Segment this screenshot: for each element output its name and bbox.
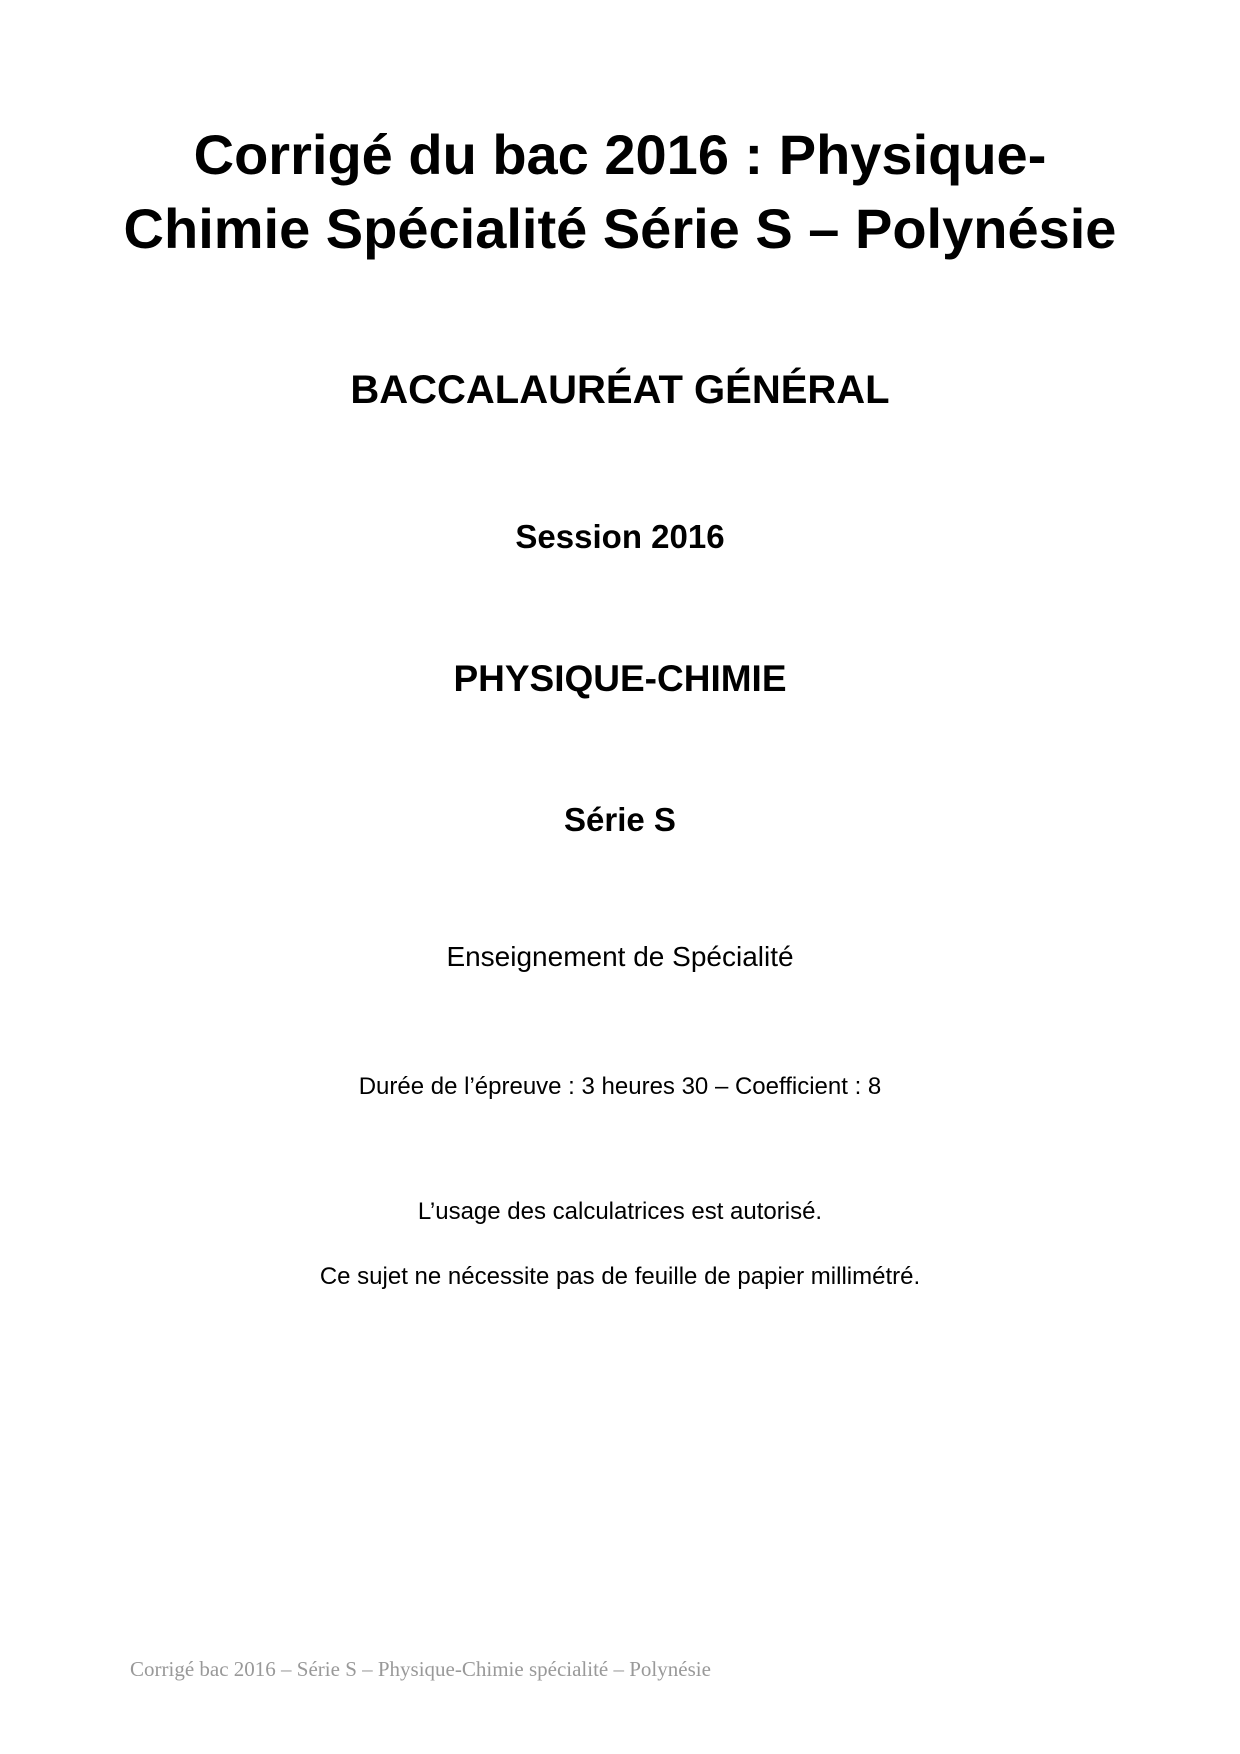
document-title-line-1: Corrigé du bac 2016 : Physique- xyxy=(193,123,1047,186)
document-title xyxy=(0,118,1240,266)
page-footer: Corrigé bac 2016 – Série S – Physique-Chimie spécialité – Polynésie xyxy=(130,1657,711,1681)
series-heading: Série S xyxy=(564,801,676,838)
document-title-line-2: Chimie Spécialité Série S – Polynésie xyxy=(123,197,1117,260)
exam-name-heading: BACCALAURÉAT GÉNÉRAL xyxy=(350,368,890,412)
session-heading: Session 2016 xyxy=(515,518,725,555)
duration-text: Durée de l’épreuve : 3 heures 30 – Coefficient : 8 xyxy=(358,1073,882,1100)
paper-note: Ce sujet ne nécessite pas de feuille de papier millimétré. xyxy=(319,1263,921,1290)
teaching-label: Enseignement de Spécialité xyxy=(446,941,794,972)
subject-heading: PHYSIQUE-CHIMIE xyxy=(453,658,787,699)
calculator-note: L’usage des calculatrices est autorisé. xyxy=(417,1198,823,1225)
